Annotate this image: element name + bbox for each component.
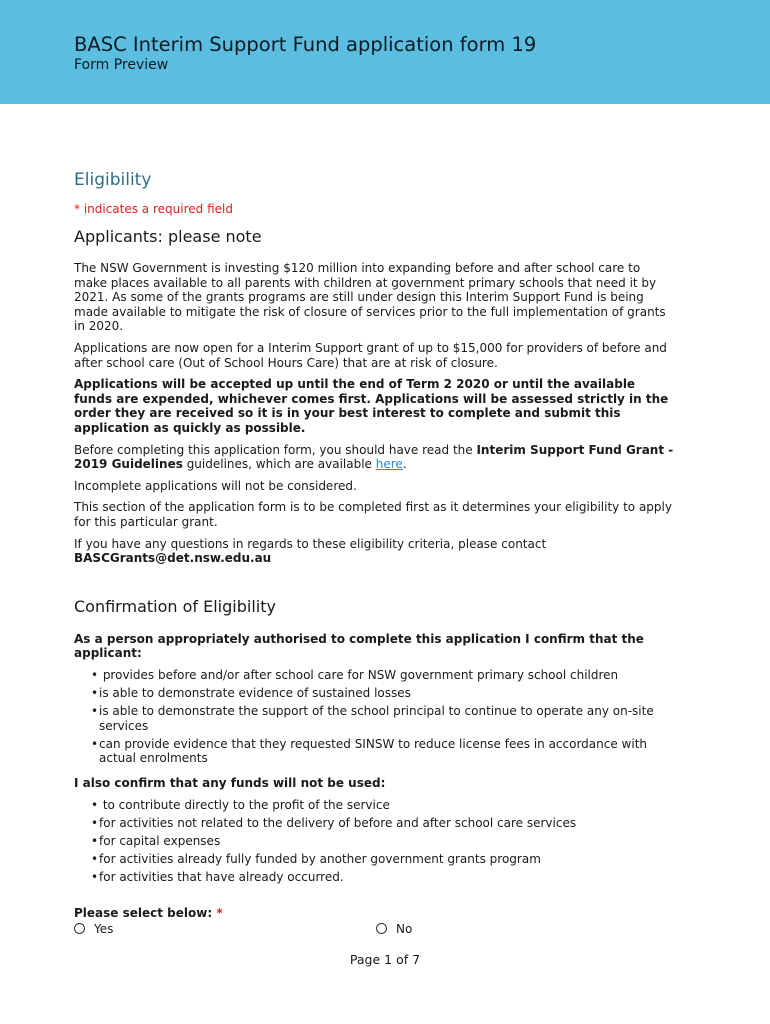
confirmation-intro: As a person appropriately authorised to complete this application I confirm that the applicant: bbox=[74, 631, 644, 661]
form-content bbox=[74, 170, 674, 938]
required-star: * bbox=[216, 905, 223, 920]
list-item: • is able to demonstrate evidence of sustained losses bbox=[74, 686, 674, 701]
select-label-text: Please select below: bbox=[74, 905, 217, 920]
list-item: • for activities not related to the delivery of before and after school care services bbox=[74, 816, 674, 831]
guidelines-paragraph bbox=[74, 443, 674, 472]
list-item: • to contribute directly to the profit of the service bbox=[74, 798, 674, 813]
funds-list bbox=[74, 798, 674, 885]
page-header bbox=[0, 0, 770, 104]
form-subtitle: Form Preview bbox=[74, 57, 169, 73]
guidelines-link[interactable]: here bbox=[375, 457, 403, 472]
incomplete-paragraph: Incomplete applications will not be considered. bbox=[74, 478, 357, 493]
radio-circle-icon[interactable] bbox=[376, 923, 387, 934]
deadline-paragraph: Applications will be accepted up until the end of Term 2 2020 or until the available funds are expended, whichever comes first. Applications will be assessed strictly in the order they are received so it is in your best interest to complete and submit this application as quickly as possible. bbox=[74, 377, 669, 435]
contact-text: If you have any questions in regards to these eligibility criteria, please contact bbox=[74, 536, 547, 551]
required-field-note: * indicates a required field bbox=[74, 202, 233, 216]
radio-yes-label: Yes bbox=[94, 921, 114, 936]
select-label bbox=[74, 906, 674, 920]
applicants-heading: Applicants: please note bbox=[74, 227, 262, 246]
confirmation-list bbox=[74, 668, 674, 766]
radio-yes[interactable] bbox=[74, 922, 113, 936]
list-item: • can provide evidence that they requested SINSW to reduce license fees in accordance with actual enrolments bbox=[74, 737, 674, 766]
list-item: • for capital expenses bbox=[74, 834, 674, 849]
guidelines-text-start: Before completing this application form, you should have read the bbox=[74, 442, 477, 457]
form-title: BASC Interim Support Fund application form 19 bbox=[74, 33, 537, 56]
intro-paragraph: The NSW Government is investing $120 million into expanding before and after school care to make places available to all parents with children at government primary schools that need it by 2021. As some of the grants programs are still under design this Interim Support Fund is being made available to mitigate the risk of closure of services prior to the full implementation of grants in 2020. bbox=[74, 261, 666, 334]
eligibility-radio-group bbox=[74, 920, 674, 938]
confirmation-heading: Confirmation of Eligibility bbox=[74, 596, 276, 616]
radio-no[interactable] bbox=[376, 922, 412, 936]
guidelines-text-end: . bbox=[402, 457, 407, 472]
section-note-paragraph: This section of the application form is to be completed first as it determines your eligibility to apply for this particular grant. bbox=[74, 500, 672, 529]
list-item: • provides before and/or after school care for NSW government primary school children bbox=[74, 668, 674, 683]
contact-email: BASCGrants@det.nsw.edu.au bbox=[74, 551, 272, 566]
list-item: • for activities that have already occurred. bbox=[74, 870, 674, 885]
radio-circle-icon[interactable] bbox=[74, 923, 85, 934]
list-item: • for activities already fully funded by another government grants program bbox=[74, 852, 674, 867]
page-number: Page 1 of 7 bbox=[349, 952, 421, 967]
guidelines-name: Interim Support Fund Grant - 2019 Guidelines bbox=[74, 442, 674, 472]
contact-paragraph bbox=[74, 537, 674, 566]
funds-heading: I also confirm that any funds will not be used: bbox=[74, 775, 386, 790]
list-item: • is able to demonstrate the support of the school principal to continue to operate any on-site services bbox=[74, 704, 674, 733]
radio-no-label: No bbox=[396, 921, 413, 936]
grant-amount-paragraph: Applications are now open for a Interim Support grant of up to $15,000 for providers of before and after school care (Out of School Hours Care) that are at risk of closure. bbox=[74, 340, 667, 370]
guidelines-text-middle: guidelines, which are available bbox=[182, 457, 376, 472]
section-title-eligibility: Eligibility bbox=[74, 170, 152, 190]
